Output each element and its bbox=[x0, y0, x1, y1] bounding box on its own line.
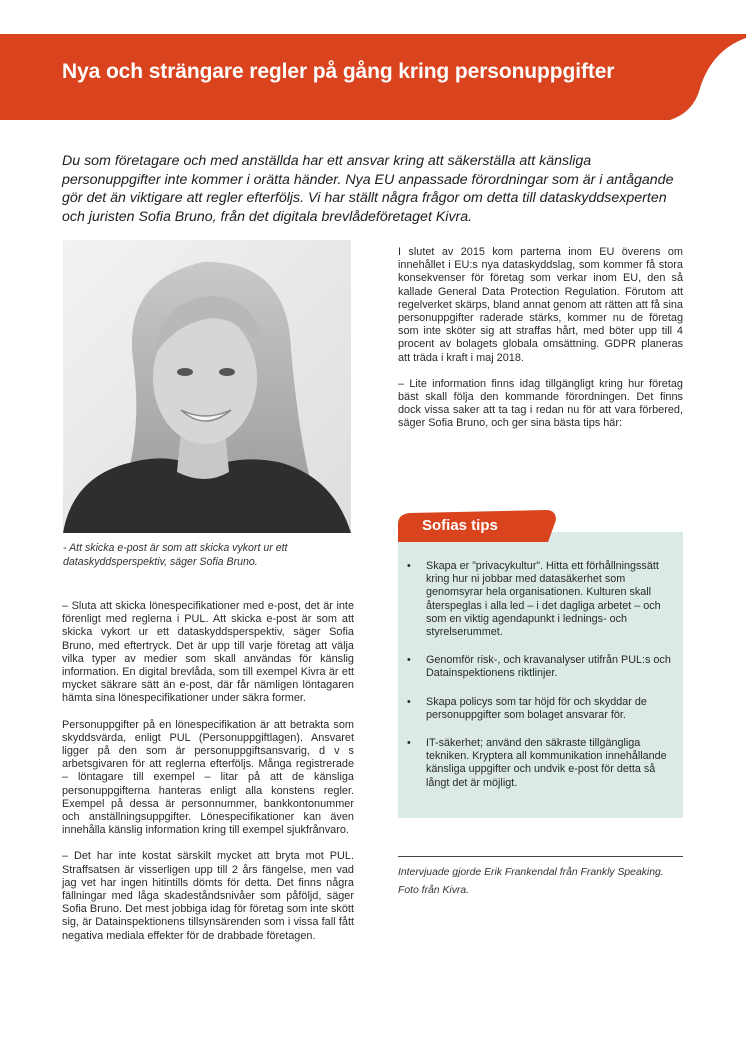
bullet-icon: • bbox=[407, 695, 411, 708]
left-column bbox=[62, 600, 354, 956]
photo-credit: Foto från Kivra. bbox=[398, 885, 470, 896]
right-column bbox=[398, 246, 683, 444]
tip-text: IT-säkerhet; använd den säkraste tillgängliga tekniken. Kryptera all kommunikation innehållande känsliga uppgifter och undvik e-post för detta så långt det är möjligt. bbox=[426, 737, 667, 789]
left-paragraph-2: Personuppgifter på en lönespecifikation är att betrakta som skyddsvärda, enligt PUL (Personuppgiftlagen). Ansvaret ligger på den som är personuppgiftsansvarig, d v s arbetsgivaren för att reglerna efterföljs. Många registrerade – löntagare till exempel – litar på att de känsliga personuppgifterna hanteras enligt alla konstens regler. Exempel på dessa är personnummer, bankkontonummer och anställningsuppgifter. Lönespecifikationer kan även innehålla känslig information kring till exempel sjukfrånvaro. bbox=[62, 718, 354, 837]
tip-item bbox=[401, 560, 679, 639]
tips-list bbox=[401, 560, 679, 805]
tip-text: Skapa policys som tar höjd för och skyddar de personuppgifter som bolaget ansvarar för. bbox=[426, 695, 647, 721]
tip-item bbox=[401, 696, 679, 722]
divider bbox=[398, 856, 683, 857]
bullet-icon: • bbox=[407, 654, 411, 667]
bullet-icon: • bbox=[407, 737, 411, 750]
tips-tab bbox=[398, 510, 558, 542]
page-title: Nya och strängare regler på gång kring personuppgifter bbox=[62, 60, 615, 83]
photo-caption: - Att skicka e-post är som att skicka vykort ur ett dataskyddsperspektiv, säger Sofia Bruno. bbox=[63, 542, 288, 568]
tips-heading: Sofias tips bbox=[422, 517, 498, 534]
interview-credit: Intervjuade gjorde Erik Frankendal från Frankly Speaking. bbox=[398, 867, 664, 878]
header-banner bbox=[0, 0, 746, 130]
left-paragraph-1: – Sluta att skicka lönespecifikationer med e-post, det är inte förenligt med reglerna i PUL. Att skicka e-post är som att skicka vykort ur ett dataskyddsperspektiv, säger Sofia Bruno, med eftertryck. Det är upp till varje företag att välja vilka typer av medier som skall användas för känslig information. En digital brevlåda, som till exempel Kivra är ett mycket säkrare sätt än e-post, där får nämligen löntagaren hämta sina lönespecifikationer under säkra former. bbox=[62, 600, 354, 705]
tip-item bbox=[401, 737, 679, 790]
right-paragraph-1: I slutet av 2015 kom parterna inom EU överens om innehållet i EU:s nya dataskyddslag, som kommer få stora konsekvenser för företag som verkar inom EU, den så kallade General Data Protection Regulation. Förutom att regelverket skärps, bland annat genom att rätten att få sina personuppgifter raderade stärks, kommer nu de företag som inte sköter sig att straffas hårt, med böter upp till 4 procent av bolagets globala omsättning. GDPR planeras att träda i kraft i maj 2018. bbox=[398, 246, 683, 364]
tip-text: Genomför risk-, och kravanalyser utifrån PUL:s och Datainspektionens riktlinjer. bbox=[426, 654, 671, 680]
portrait-photo bbox=[63, 240, 351, 533]
intro-paragraph: Du som företagare och med anställda har ett ansvar kring att säkerställa att känsliga personuppgifter inte kommer i orätta händer. Nya EU anpassade förordningar som är i antågande gör det än viktigare att regler efterföljs. Vi har ställt några frågor om detta till dataskyddsexperten och juristen Sofia Bruno, från det digitala brevlådeföretaget Kivra. bbox=[62, 153, 674, 225]
credits bbox=[398, 864, 683, 900]
tip-item bbox=[401, 654, 679, 680]
tip-text: Skapa er ”privacykultur”. Hitta ett förhållningssätt kring hur ni jobbar med datasäkerhet som genomsyrar hela organisationen. Kulturen skall återspeglas i alla led – i det dagliga arbetet – och som en viktig agendapunkt i lednings- och styrelserummet. bbox=[426, 560, 661, 639]
bullet-icon: • bbox=[407, 560, 411, 572]
right-paragraph-2: – Lite information finns idag tillgängligt kring hur företag bäst skall följa den kommande förordningen. Det finns dock vissa saker att ta tag i redan nu för att vara förbered, säger Sofia Bruno, och ger sina bästa tips här: bbox=[398, 377, 683, 430]
left-paragraph-3: – Det har inte kostat särskilt mycket att bryta mot PUL. Straffsatsen är visserligen upp till 2 års fängelse, men vad jag vet har ingen hitintills dömts för detta. Det finns några fällningar med låga skadeståndsnivåer som påföljd, säger Sofia Bruno. Det mest jobbiga idag för företag som inte skött sig, är Datainspektionens tillsynsärenden som i vissa fall fått negativa mediala effekter för de drabbade företagen. bbox=[62, 850, 354, 942]
